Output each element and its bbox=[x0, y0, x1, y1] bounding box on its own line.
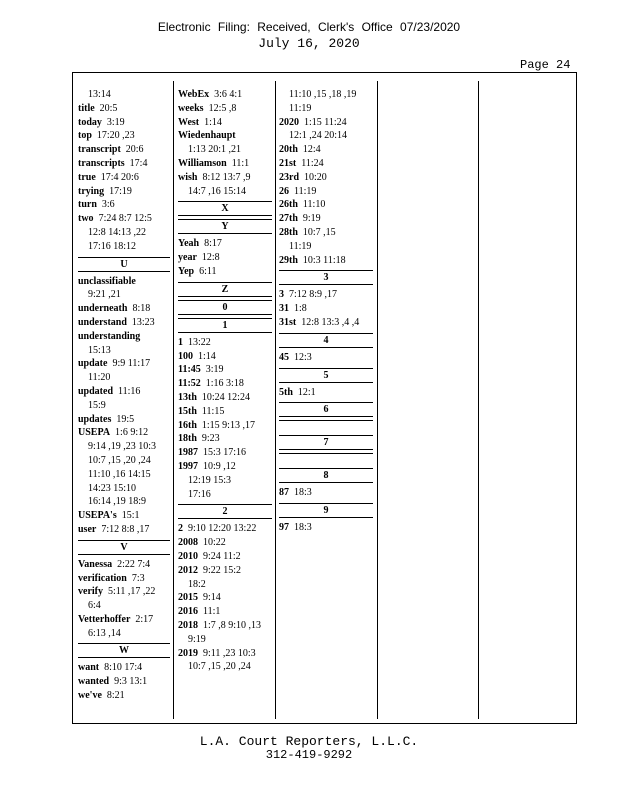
index-term: transcripts bbox=[78, 157, 125, 169]
index-entry bbox=[178, 564, 272, 578]
index-term: year bbox=[178, 252, 197, 264]
index-entry bbox=[78, 585, 170, 599]
index-page-refs: 9:24 11:2 bbox=[203, 550, 241, 562]
index-continuation-line: 14:23 15:10 bbox=[88, 482, 137, 494]
index-page-refs: 7:12 8:9 ,17 bbox=[289, 289, 338, 301]
index-entry bbox=[78, 302, 170, 316]
index-term: 31st bbox=[279, 316, 297, 328]
index-continuation-line: 16:14 ,19 18:9 bbox=[88, 496, 147, 508]
index-continuation-line: 9:21 ,21 bbox=[88, 289, 121, 301]
index-entry bbox=[279, 226, 373, 240]
index-entry bbox=[178, 605, 272, 619]
index-page-refs: 9:3 13:1 bbox=[114, 676, 148, 688]
index-term: 3 bbox=[279, 289, 284, 301]
index-entry bbox=[78, 509, 170, 523]
index-page-refs: 10:24 12:24 bbox=[201, 391, 250, 403]
index-entry bbox=[178, 363, 272, 377]
index-continuation-line: 18:2 bbox=[188, 578, 206, 590]
index-page-refs: 1:6 9:12 bbox=[115, 427, 149, 439]
index-page-refs: 20:6 bbox=[125, 144, 144, 156]
index-continuation-line: 17:16 bbox=[188, 488, 211, 500]
index-entry bbox=[279, 143, 373, 157]
index-entry bbox=[178, 591, 272, 605]
index-entry bbox=[178, 460, 272, 474]
index-continuation-line: 6:13 ,14 bbox=[88, 627, 121, 639]
index-term: 26th bbox=[279, 199, 298, 211]
section-letter-header: V bbox=[78, 540, 170, 555]
index-continuation-line: 9:14 ,19 ,23 10:3 bbox=[88, 441, 157, 453]
section-letter-header: 6 bbox=[279, 402, 373, 417]
index-page-refs: 7:24 8:7 12:5 bbox=[98, 213, 152, 225]
index-entry bbox=[178, 647, 272, 661]
index-entry bbox=[178, 446, 272, 460]
index-term: 2018 bbox=[178, 619, 198, 631]
index-entry bbox=[78, 613, 170, 627]
index-entry bbox=[78, 661, 170, 675]
index-page-refs: 20:5 bbox=[99, 102, 118, 114]
index-entry bbox=[78, 523, 170, 537]
index-entry bbox=[78, 129, 170, 143]
index-continuation-line: 17:16 18:12 bbox=[88, 240, 137, 252]
section-letter-header: 0 bbox=[178, 300, 272, 315]
index-page-refs: 12:8 bbox=[201, 252, 220, 264]
index-continuation-line: 12:1 ,24 20:14 bbox=[289, 130, 348, 142]
index-term: Wiedenhaupt bbox=[178, 130, 236, 142]
index-page-refs: 17:4 20:6 bbox=[100, 171, 139, 183]
index-entry bbox=[279, 254, 373, 268]
index-term: 16th bbox=[178, 419, 197, 431]
index-entry bbox=[78, 330, 170, 344]
index-entry bbox=[78, 212, 170, 226]
index-entry bbox=[279, 386, 373, 400]
index-page-refs: 1:15 9:13 ,17 bbox=[201, 419, 255, 431]
section-letter-header: U bbox=[78, 257, 170, 272]
index-entry bbox=[178, 265, 272, 279]
reporter-company: L.A. Court Reporters, L.L.C. bbox=[199, 734, 419, 749]
index-term: true bbox=[78, 171, 96, 183]
index-continuation-line: 10:7 ,15 ,20 ,24 bbox=[188, 661, 251, 673]
section-letter-header: Y bbox=[178, 219, 272, 234]
index-entry bbox=[178, 350, 272, 364]
reporter-phone: 312-419-9292 bbox=[265, 748, 353, 762]
empty-section-spacer bbox=[279, 420, 373, 432]
index-continuation-line: 11:19 bbox=[289, 240, 312, 252]
index-page-refs: 9:14 bbox=[203, 592, 221, 604]
index-term: title bbox=[78, 102, 95, 114]
index-continuation-line: 11:19 bbox=[289, 102, 312, 114]
index-page-refs: 12:1 bbox=[297, 386, 316, 398]
index-entry bbox=[178, 171, 272, 185]
index-entry bbox=[78, 689, 170, 703]
index-page-refs: 19:5 bbox=[116, 413, 135, 425]
section-letter-header: W bbox=[78, 643, 170, 658]
index-continuation-line: 14:7 ,16 15:14 bbox=[188, 185, 247, 197]
index-entry bbox=[279, 486, 373, 500]
index-term: user bbox=[78, 523, 97, 535]
index-page-refs: 5:11 ,17 ,22 bbox=[108, 586, 156, 598]
page-number: Page 24 bbox=[520, 58, 571, 72]
index-entry bbox=[279, 521, 373, 535]
section-letter-header: 8 bbox=[279, 468, 373, 483]
index-entry bbox=[78, 102, 170, 116]
index-term: 87 bbox=[279, 487, 289, 499]
index-continuation-line: 11:10 ,16 14:15 bbox=[88, 468, 151, 480]
index-continuation-line: 10:7 ,15 ,20 ,24 bbox=[88, 454, 151, 466]
index-page-refs: 17:4 bbox=[129, 157, 148, 169]
index-page-refs: 9:19 bbox=[302, 213, 321, 225]
index-page-refs: 3:6 bbox=[101, 199, 115, 211]
index-term: transcript bbox=[78, 144, 121, 156]
index-term: 97 bbox=[279, 522, 289, 534]
index-page-refs: 9:10 12:20 13:22 bbox=[188, 523, 257, 535]
section-letter-header: 9 bbox=[279, 503, 373, 518]
index-page-refs: 7:12 8:8 ,17 bbox=[101, 523, 150, 535]
index-entry bbox=[178, 550, 272, 564]
index-page-refs: 1:14 bbox=[198, 350, 216, 362]
index-term: 2016 bbox=[178, 606, 198, 618]
index-term: underneath bbox=[78, 303, 128, 315]
index-page-refs: 11:10 bbox=[302, 199, 326, 211]
index-entry bbox=[178, 619, 272, 633]
index-column-3 bbox=[279, 88, 373, 535]
empty-section-spacer bbox=[279, 453, 373, 465]
index-entry bbox=[279, 302, 373, 316]
index-page-refs: 2:17 bbox=[135, 613, 154, 625]
index-entry bbox=[279, 116, 373, 130]
index-term: weeks bbox=[178, 102, 204, 114]
index-entry bbox=[78, 385, 170, 399]
index-term: updated bbox=[78, 385, 114, 397]
index-entry bbox=[78, 185, 170, 199]
section-letter-header: Z bbox=[178, 282, 272, 297]
index-page-refs: 11:15 bbox=[201, 405, 225, 417]
index-entry bbox=[178, 102, 272, 116]
index-page-refs: 1:16 3:18 bbox=[205, 378, 244, 390]
index-column-1 bbox=[78, 88, 170, 703]
index-term: Williamson bbox=[178, 157, 227, 169]
index-continuation-line: 11:10 ,15 ,18 ,19 bbox=[289, 89, 357, 100]
index-continuation-line: 12:8 14:13 ,22 bbox=[88, 226, 147, 238]
index-entry bbox=[178, 129, 272, 143]
index-page-refs: 3:19 bbox=[106, 116, 125, 128]
section-letter-header: X bbox=[178, 201, 272, 216]
index-page-refs: 10:22 bbox=[203, 537, 226, 549]
index-continuation-line: 9:19 bbox=[188, 633, 206, 645]
index-page-refs: 8:10 17:4 bbox=[104, 662, 143, 674]
index-continuation-line: 15:9 bbox=[88, 399, 106, 411]
index-term: verify bbox=[78, 586, 103, 598]
column-divider bbox=[377, 81, 378, 719]
section-letter-header: 3 bbox=[279, 270, 373, 285]
index-page-refs: 2:22 7:4 bbox=[117, 558, 151, 570]
index-continuation-line: 13:14 bbox=[88, 89, 111, 100]
index-term: 26 bbox=[279, 185, 289, 197]
index-entry bbox=[78, 413, 170, 427]
index-entry bbox=[78, 143, 170, 157]
index-entry bbox=[178, 405, 272, 419]
section-letter-header: 4 bbox=[279, 333, 373, 348]
filing-stamp: Electronic Filing: Received, Clerk's Office 07/23/2020 bbox=[157, 20, 461, 34]
index-entry bbox=[78, 157, 170, 171]
index-continuation-line: 1:13 20:1 ,21 bbox=[188, 144, 242, 156]
index-page-refs: 11:1 bbox=[231, 157, 250, 169]
transcript-date: July 16, 2020 bbox=[258, 36, 360, 51]
index-term: Vetterhoffer bbox=[78, 613, 131, 625]
index-continuation-line: 15:13 bbox=[88, 344, 111, 356]
index-term: 13th bbox=[178, 391, 197, 403]
index-page-refs: 11:24 bbox=[301, 157, 324, 169]
index-page-refs: 9:9 11:17 bbox=[112, 358, 151, 370]
index-term: 11:45 bbox=[178, 364, 201, 376]
index-page-refs: 18:3 bbox=[294, 487, 312, 499]
index-term: we've bbox=[78, 690, 102, 702]
section-letter-header: 1 bbox=[178, 318, 272, 333]
index-term: West bbox=[178, 116, 200, 128]
index-term: 31 bbox=[279, 303, 289, 315]
index-term: wish bbox=[178, 171, 198, 183]
index-box bbox=[72, 72, 577, 724]
index-page-refs: 12:3 bbox=[294, 351, 312, 363]
index-page-refs: 10:20 bbox=[304, 171, 327, 183]
index-entry bbox=[279, 185, 373, 199]
index-term: today bbox=[78, 116, 102, 128]
index-page-refs: 9:22 15:2 bbox=[203, 564, 242, 576]
index-term: Vanessa bbox=[78, 558, 113, 570]
index-term: 23rd bbox=[279, 171, 299, 183]
index-term: 100 bbox=[178, 350, 193, 362]
index-page-refs: 11:19 bbox=[294, 185, 317, 197]
index-term: WebEx bbox=[178, 89, 210, 100]
index-entry bbox=[178, 237, 272, 251]
index-page-refs: 18:3 bbox=[294, 522, 312, 534]
column-divider bbox=[275, 81, 276, 719]
index-page-refs: 6:11 bbox=[199, 265, 217, 277]
index-entry bbox=[178, 536, 272, 550]
index-page-refs: 15:3 17:16 bbox=[203, 447, 247, 459]
index-page-refs: 1:8 bbox=[294, 303, 307, 315]
index-term: update bbox=[78, 358, 108, 370]
index-term: wanted bbox=[78, 676, 110, 688]
index-entry bbox=[78, 572, 170, 586]
index-term: top bbox=[78, 130, 92, 142]
index-term: 18th bbox=[178, 433, 197, 445]
column-divider bbox=[173, 81, 174, 719]
index-entry bbox=[78, 116, 170, 130]
index-term: two bbox=[78, 213, 94, 225]
index-term: 2010 bbox=[178, 550, 198, 562]
index-page-refs: 8:18 bbox=[132, 303, 151, 315]
index-entry bbox=[178, 88, 272, 102]
index-entry bbox=[279, 198, 373, 212]
index-entry bbox=[178, 116, 272, 130]
index-page-refs: 11:16 bbox=[118, 385, 141, 397]
index-term: want bbox=[78, 662, 100, 674]
index-term: turn bbox=[78, 199, 97, 211]
index-page-refs: 3:6 4:1 bbox=[214, 89, 243, 100]
index-page-refs: 10:3 11:18 bbox=[302, 254, 346, 266]
index-page-refs: 10:7 ,15 bbox=[302, 226, 336, 238]
index-term: Yep bbox=[178, 265, 195, 277]
index-page-refs: 12:4 bbox=[302, 144, 321, 156]
index-entry bbox=[78, 675, 170, 689]
index-page-refs: 3:19 bbox=[205, 364, 224, 376]
index-term: Yeah bbox=[178, 238, 200, 250]
index-term: 21st bbox=[279, 157, 297, 169]
index-page-refs: 12:5 ,8 bbox=[208, 102, 237, 114]
index-term: 2012 bbox=[178, 564, 198, 576]
index-entry bbox=[78, 316, 170, 330]
section-letter-header: 5 bbox=[279, 368, 373, 383]
index-page-refs: 11:1 bbox=[203, 606, 221, 618]
index-entry bbox=[78, 357, 170, 371]
index-column-2 bbox=[178, 88, 272, 674]
index-term: 2008 bbox=[178, 537, 198, 549]
index-term: 45 bbox=[279, 351, 289, 363]
index-term: understanding bbox=[78, 330, 141, 342]
index-term: 2 bbox=[178, 523, 183, 535]
index-term: 28th bbox=[279, 226, 298, 238]
index-entry bbox=[178, 391, 272, 405]
index-entry bbox=[178, 157, 272, 171]
index-term: 1997 bbox=[178, 460, 198, 472]
index-page-refs: 9:23 bbox=[201, 433, 220, 445]
index-page-refs: 13:22 bbox=[188, 336, 211, 348]
index-continuation-line: 6:4 bbox=[88, 600, 101, 612]
index-entry bbox=[178, 377, 272, 391]
index-term: updates bbox=[78, 413, 112, 425]
index-term: 29th bbox=[279, 254, 298, 266]
index-term: 2015 bbox=[178, 592, 198, 604]
index-entry bbox=[178, 432, 272, 446]
index-entry bbox=[178, 336, 272, 350]
index-page-refs: 17:19 bbox=[109, 185, 132, 197]
index-continuation-line: 11:20 bbox=[88, 372, 111, 384]
index-term: unclassifiable bbox=[78, 275, 136, 287]
index-term: 1 bbox=[178, 336, 183, 348]
index-entry bbox=[178, 419, 272, 433]
index-term: understand bbox=[78, 316, 127, 328]
index-entry bbox=[178, 522, 272, 536]
index-entry bbox=[279, 351, 373, 365]
index-entry bbox=[279, 212, 373, 226]
index-page-refs: 7:3 bbox=[131, 572, 145, 584]
index-page-refs: 17:20 ,23 bbox=[96, 130, 135, 142]
index-entry bbox=[279, 288, 373, 302]
index-term: 1987 bbox=[178, 447, 198, 459]
index-entry bbox=[279, 316, 373, 330]
index-entry bbox=[78, 426, 170, 440]
section-letter-header: 2 bbox=[178, 504, 272, 519]
index-page-refs: 1:14 bbox=[204, 116, 222, 128]
index-page-refs: 8:17 bbox=[204, 238, 222, 250]
index-page-refs: 1:15 11:24 bbox=[304, 116, 347, 128]
index-page-refs: 15:1 bbox=[121, 510, 140, 522]
index-entry bbox=[78, 558, 170, 572]
index-term: 5th bbox=[279, 386, 293, 398]
index-page-refs: 8:12 13:7 ,9 bbox=[202, 171, 251, 183]
index-page-refs: 12:8 13:3 ,4 ,4 bbox=[301, 316, 360, 328]
index-entry bbox=[78, 198, 170, 212]
index-term: 15th bbox=[178, 405, 197, 417]
index-term: trying bbox=[78, 185, 105, 197]
index-term: verification bbox=[78, 572, 127, 584]
index-page-refs: 13:23 bbox=[131, 316, 155, 328]
index-entry bbox=[78, 171, 170, 185]
index-entry bbox=[178, 251, 272, 265]
index-term: 2020 bbox=[279, 116, 299, 128]
index-page-refs: 8:21 bbox=[106, 690, 125, 702]
index-term: USEPA bbox=[78, 427, 111, 439]
index-continuation-line: 12:19 15:3 bbox=[188, 474, 232, 486]
column-divider bbox=[478, 81, 479, 719]
index-term: 27th bbox=[279, 213, 298, 225]
index-term: 20th bbox=[279, 144, 298, 156]
index-entry bbox=[78, 275, 170, 289]
index-page-refs: 10:9 ,12 bbox=[203, 460, 236, 472]
index-term: 2019 bbox=[178, 647, 198, 659]
index-entry bbox=[279, 157, 373, 171]
index-term: USEPA's bbox=[78, 510, 117, 522]
index-page-refs: 9:11 ,23 10:3 bbox=[203, 647, 256, 659]
section-letter-header: 7 bbox=[279, 435, 373, 450]
index-term: 11:52 bbox=[178, 378, 201, 390]
index-entry bbox=[279, 171, 373, 185]
index-page-refs: 1:7 ,8 9:10 ,13 bbox=[203, 619, 262, 631]
